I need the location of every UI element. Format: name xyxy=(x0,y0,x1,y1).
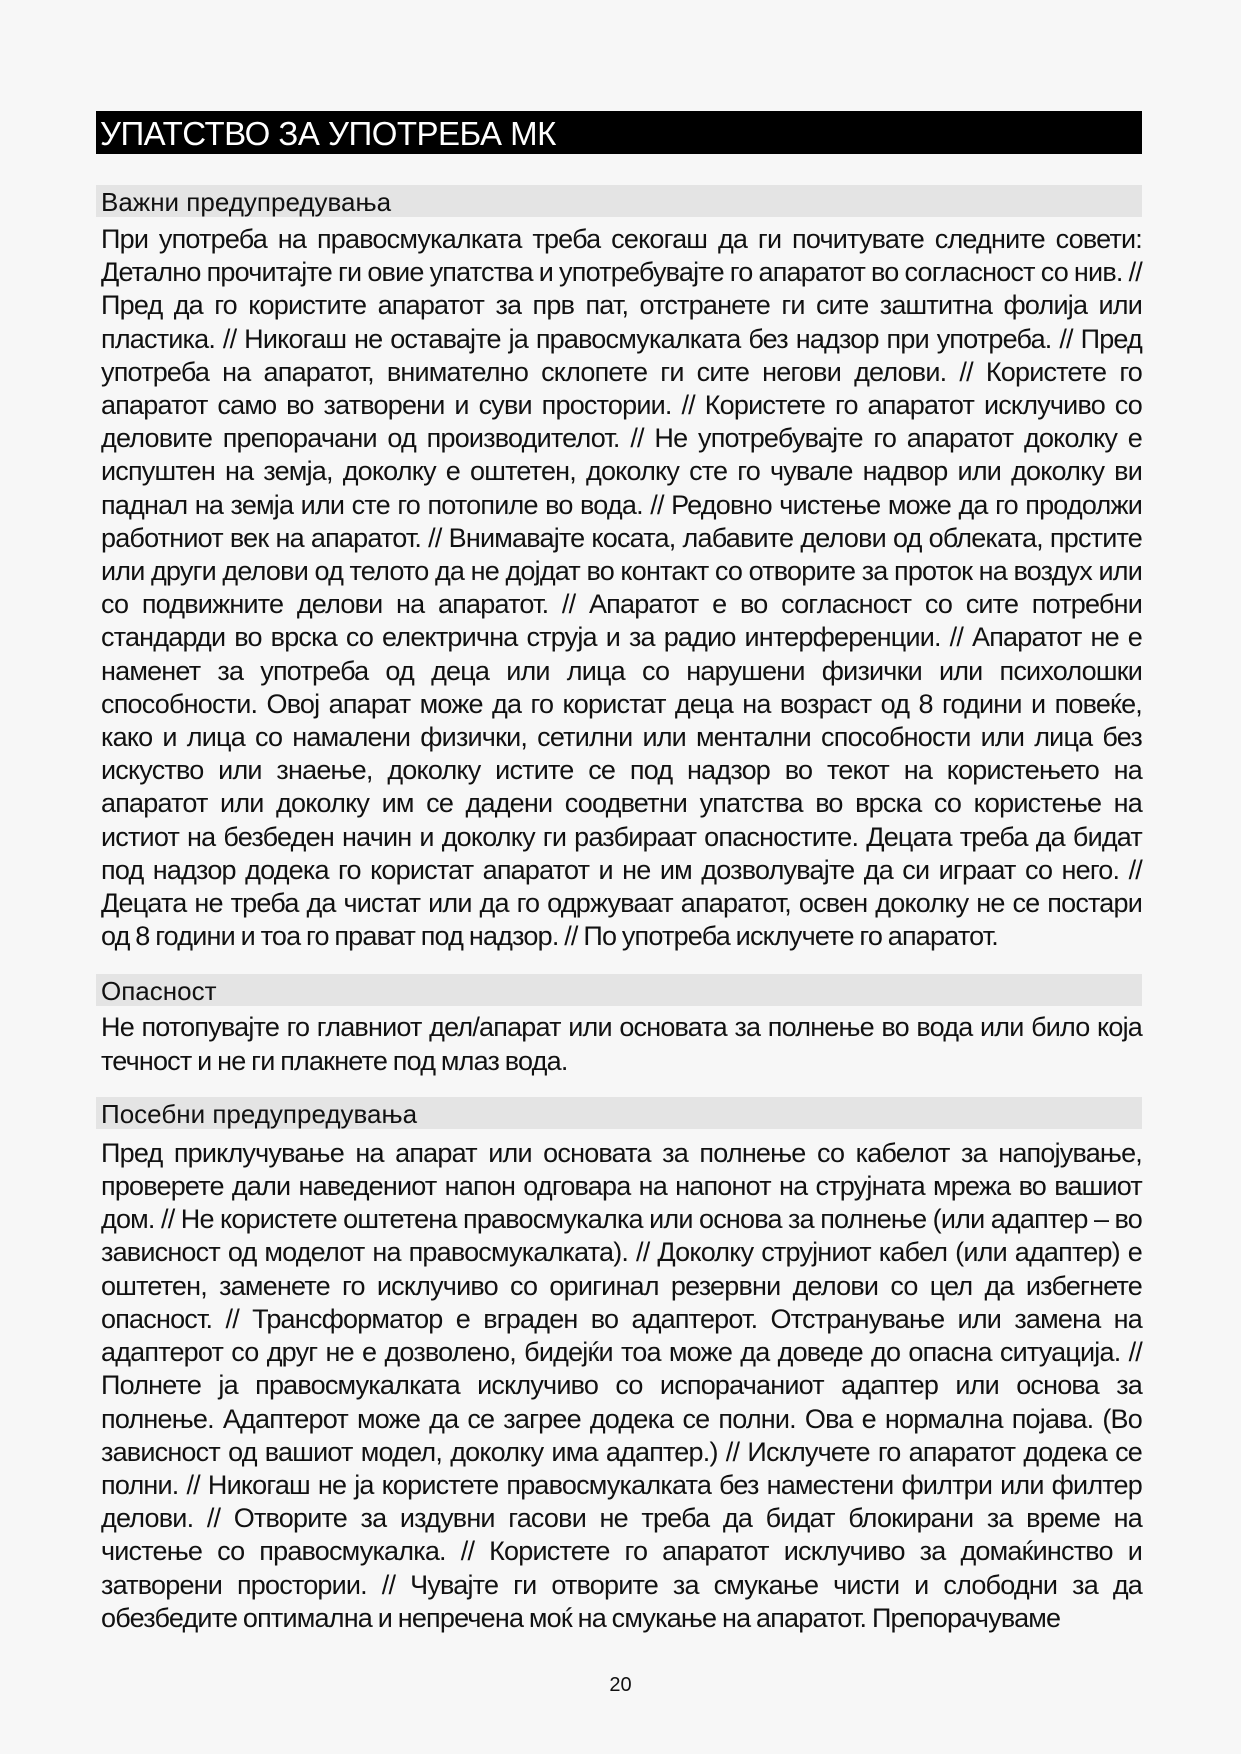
page-title: УПАТСТВО ЗА УПОТРЕБА МК xyxy=(96,111,1142,154)
section-text-important-warnings: При употреба на правосмукалката треба секогаш да ги почитувате следните совети: Детално прочитајте ги овие упатства и употребувајте го апаратот во согласност со нив. // Пред да го користите апаратот за прв пат, отстранете ги сите заштитна фолија или пластика. // Никогаш не оставајте ја правосмукалката без надзор при употреба. // Пред употреба на апаратот, внимателно склопете ги сите негови делови. // Користете го апаратот само во затворени и суви простории. // Користете го апаратот исклучиво со деловите препорачани од производителот. // Не употребувајте го апаратот доколку е испуштен на земја, доколку е оштетен, доколку сте го чувале надвор или доколку ви паднал на земја или сте го потопиле во вода. // Редовно чистење може да го продолжи работниот век на апаратот. // Внимавајте косата, лабавите делови од облеката, прстите или други делови од телото да не дојдат во контакт со отворите за проток на воздух или со подвижните делови на апаратот. // Апаратот е во согласност со сите потребни стандарди во врска со електрична струја и за радио интерференции. // Апаратот не е наменет за употреба од деца или лица со нарушени физички или психолошки способности. Овој апарат може да го користат деца на возраст од 8 години и повеќе, како и лица со намалени физички, сетилни или ментални способности или лица без искуство или знаење, доколку истите се под надзор во текот на користењето на апаратот или доколку им се дадени соодветни упатства во врска со користење на истиот на безбеден начин и доколку ги разбираат опасностите. Децата треба да бидат под надзор додека го користат апаратот и не им дозволувајте да си играат со него. // Децата не треба да чистат или да го одржуваат апаратот, освен доколку не се постари од 8 години и тоа го прават под надзор. // По употреба исклучете го апаратот. xyxy=(101,224,1142,952)
section-text-special-warnings: Пред приклучување на апарат или основата за полнење со кабелот за напојување, проверете дали наведениот напон одговара на напонот на струјната мрежа во вашиот дом. // Не користете оштетена правосмукалка или основа за полнење (или адаптер – во зависност од моделот на правосмукалката). // Доколку струјниот кабел (или адаптер) е оштетен, заменете го исклучиво со оригинал резервни делови со цел да избегнете опасност. // Трансформатор е вграден во адаптерот. Отстранување или замена на адаптерот со друг не е дозволено, бидејќи тоа може да доведе до опасна ситуација. // Полнете ја правосмукалката исклучиво со испорачаниот адаптер или основа за полнење. Адаптерот може да се загрее додека се полни. Ова е нормална појава. (Во зависност од вашиот модел, доколку има адаптер.) // Исклучете го апаратот додека се полни. // Никогаш не ја користете правосмукалката без наместени филтри или филтер делови. // Отворите за издувни гасови не треба да бидат блокирани за време на чистење со правосмукалка. // Користете го апаратот исклучиво за домаќинство и затворени простории. // Чувајте ги отворите за смукање чисти и слободни за да обезбедите оптимална и непречена моќ на смукање на апаратот. Препорачуваме xyxy=(101,1137,1142,1633)
section-heading-danger: Опасност xyxy=(96,974,1142,1006)
section-text-danger: Не потопувајте го главниот дел/апарат или основата за полнење во вода или било која течност и не ги плакнете под млаз вода. xyxy=(101,1012,1142,1076)
document-page xyxy=(96,111,1142,1635)
page-number: 20 xyxy=(609,1674,632,1696)
section-heading-special-warnings: Посебни предупредувања xyxy=(96,1097,1142,1129)
section-heading-important-warnings: Важни предупредувања xyxy=(96,185,1142,217)
